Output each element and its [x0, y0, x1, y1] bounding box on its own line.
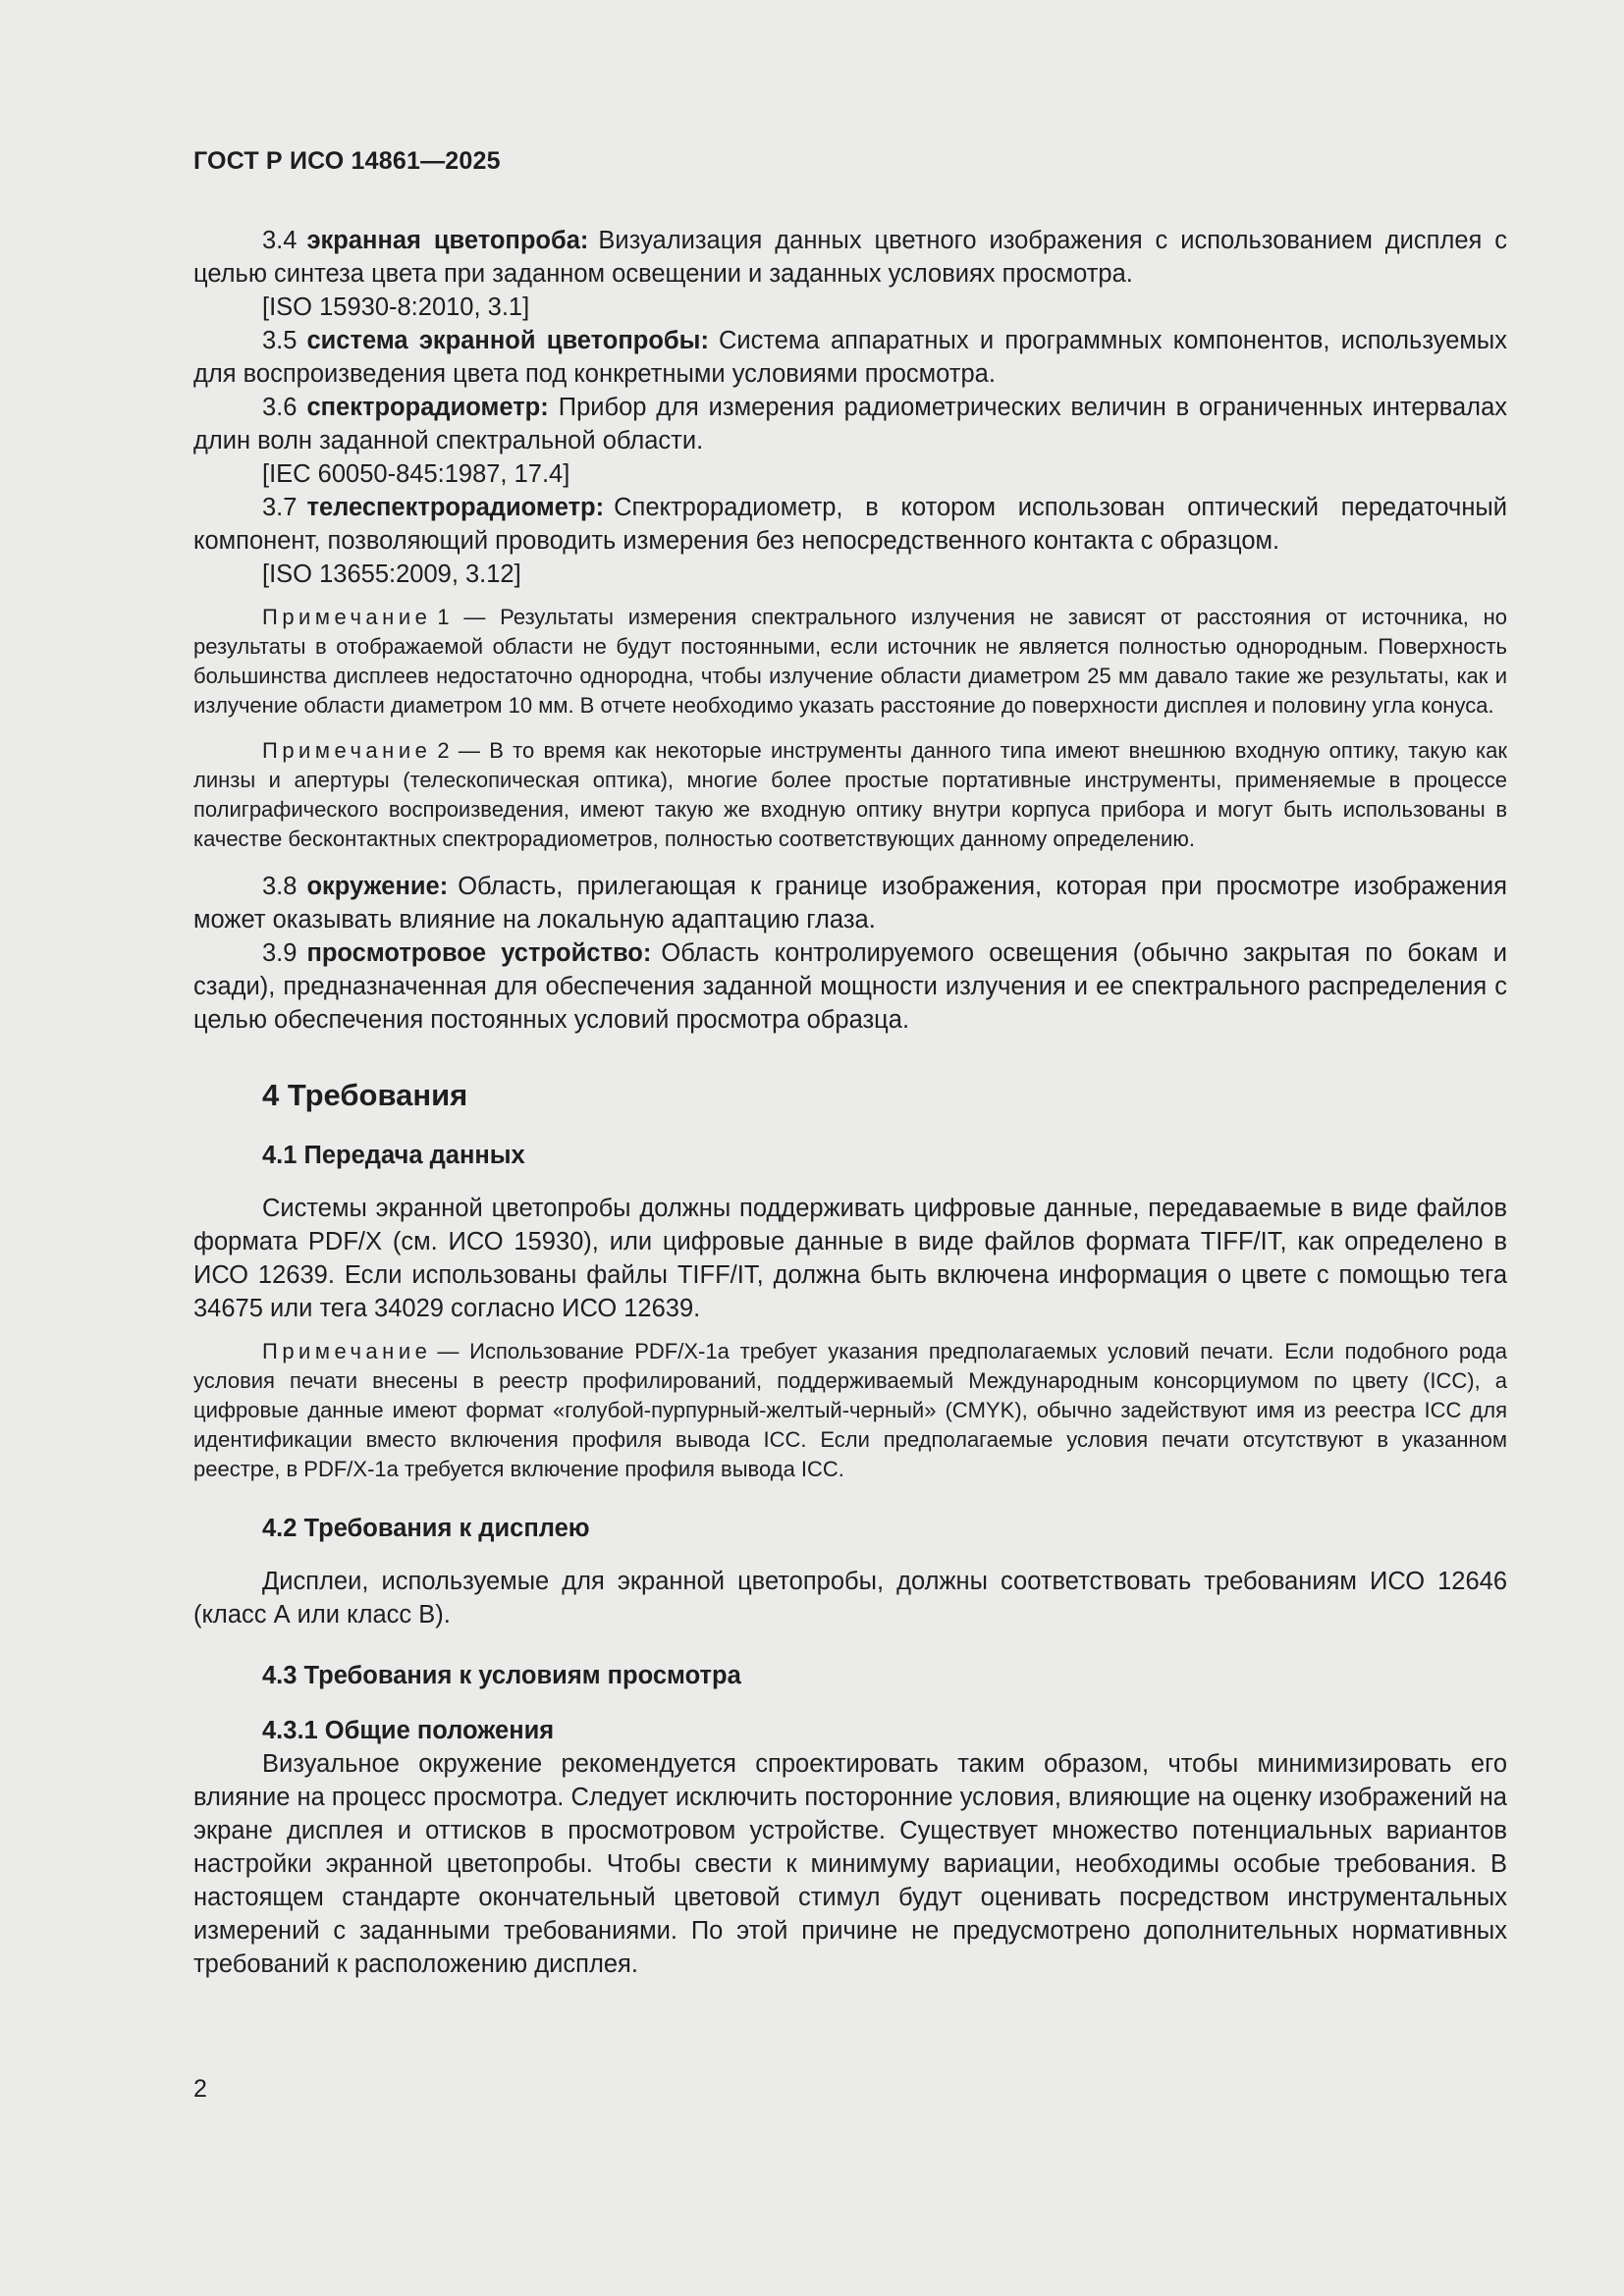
term-definition: Спектрорадиометр, в котором использован оптический передаточный компонент, позволяющий проводить измерения без непосредственного контакта с образцом. [193, 494, 1507, 555]
section-4-2-text: Дисплеи, используемые для экранной цветопробы, должны соответствовать требованиям ИСО 12646 (класс А или класс В). [193, 1568, 1507, 1629]
term-3-5: 3.5 система экранной цветопробы: Система аппаратных и программных компонентов, используемых для воспроизведения цвета под конкретными условиями просмотра. [193, 327, 1507, 388]
section-heading-4-3: 4.3 Требования к условиям просмотра [262, 1662, 741, 1689]
term-name: система экранной цветопробы: [306, 327, 709, 354]
term-name: просмотровое устройство: [306, 939, 652, 967]
term-reference: [ISO 13655:2009, 3.12] [262, 561, 521, 588]
section-heading-4-2: 4.2 Требования к дисплею [262, 1515, 590, 1542]
page-content [193, 224, 1507, 1981]
term-3-6: 3.6 спектрорадиометр: Прибор для измерения радиометрических величин в ограниченных интервалах длин волн заданной спектральной области. [193, 394, 1507, 454]
term-name: телеспектрорадиометр: [306, 494, 605, 521]
term-definition: Система аппаратных и программных компонентов, используемых для воспроизведения цвета под конкретными условиями просмотра. [193, 327, 1507, 388]
term-name: окружение: [306, 873, 449, 900]
section-4-3-1-text: Визуальное окружение рекомендуется спроектировать таким образом, чтобы минимизировать его влияние на процесс просмотра. Следует исключить посторонние условия, влияющие на оценку изображений на экране дисплея и оттисков в просмотровом устройстве. Существует множество потенциальных вариантов настройки экранной цветопробы. Чтобы свести к минимуму вариации, необходимы особые требования. В настоящем стандарте окончательный цветовой стимул будут оценивать посредством инструментальных измерений с заданными требованиями. По этой причине не предусмотрено дополнительных нормативных требований к расположению дисплея. [193, 1750, 1507, 1978]
term-3-9: 3.9 просмотровое устройство: Область контролируемого освещения (обычно закрытая по бокам и сзади), предназначенная для обеспечения заданной мощности излучения и ее спектрального распределения с целью обеспечения постоянных условий просмотра образца. [193, 939, 1507, 1034]
term-name: экранная цветопроба: [306, 227, 589, 254]
term-definition: Визуализация данных цветного изображения с использованием дисплея с целью синтеза цвета при заданном освещении и заданных условиях просмотра. [193, 227, 1507, 288]
term-reference: [ISO 15930-8:2010, 3.1] [262, 294, 530, 321]
note-1: Примечание 1 — Результаты измерения спектрального излучения не зависят от расстояния от источника, но результаты в отображаемой области не будут постоянными, если источник не является полностью однородным. Поверхность большинства дисплеев недостаточно однородна, чтобы излучение области диаметром 25 мм давало такие же результаты, как и излучение области диаметром 10 мм. В отчете необходимо указать расстояние до поверхности дисплея и половину угла конуса. [193, 605, 1507, 718]
section-4-1-text: Системы экранной цветопробы должны поддерживать цифровые данные, передаваемые в виде файлов формата PDF/X (см. ИСО 15930), или цифровые данные в виде файлов формата TIFF/IT, как определено в ИСО 12639. Если использованы файлы TIFF/IT, должна быть включена информация о цвете с помощью тега 34675 или тега 34029 согласно ИСО 12639. [193, 1195, 1507, 1322]
term-reference: [IEC 60050-845:1987, 17.4] [262, 460, 570, 488]
term-3-8: 3.8 окружение: Область, прилегающая к границе изображения, которая при просмотре изображения может оказывать влияние на локальную адаптацию глаза. [193, 873, 1507, 934]
term-definition: Область, прилегающая к границе изображения, которая при просмотре изображения может оказывать влияние на локальную адаптацию глаза. [193, 873, 1507, 934]
document-header: ГОСТ Р ИСО 14861—2025 [193, 147, 501, 175]
note-2: Примечание 2 — В то время как некоторые инструменты данного типа имеют внешнюю входную оптику, такую как линзы и апертуры (телескопическая оптика), многие более простые портативные инструменты, применяемые в процессе полиграфического воспроизведения, имеют такую же входную оптику внутри корпуса прибора и могут быть использованы в качестве бесконтактных спектрорадиометров, полностью соответствующих данному определению. [193, 738, 1507, 851]
page-number: 2 [193, 2075, 207, 2103]
section-heading-4: 4 Требования [262, 1078, 468, 1112]
term-definition: Прибор для измерения радиометрических величин в ограниченных интервалах длин волн заданной спектральной области. [193, 394, 1507, 454]
term-name: спектрорадиометр: [306, 394, 549, 421]
section-heading-4-3-1: 4.3.1 Общие положения [262, 1717, 555, 1744]
section-heading-4-1: 4.1 Передача данных [262, 1142, 525, 1169]
note-4-1: Примечание — Использование PDF/X-1a требует указания предполагаемых условий печати. Если подобного рода условия печати внесены в реестр профилирований, поддерживаемый Международным консорциумом по цвету (ICC), а цифровые данные имеют формат «голубой-пурпурный-желтый-черный» (CMYK), обычно задействуют имя из реестра ICC для идентификации вместо включения профиля вывода ICC. Если предполагаемые условия печати отсутствуют в указанном реестре, в PDF/X-1a требуется включение профиля вывода ICC. [193, 1339, 1507, 1481]
term-3-7: 3.7 телеспектрорадиометр: Спектрорадиометр, в котором использован оптический передаточный компонент, позволяющий проводить измерения без непосредственного контакта с образцом. [193, 494, 1507, 555]
term-definition: Область контролируемого освещения (обычно закрытая по бокам и сзади), предназначенная для обеспечения заданной мощности излучения и ее спектрального распределения с целью обеспечения постоянных условий просмотра образца. [193, 939, 1507, 1034]
term-3-4: 3.4 экранная цветопроба: Визуализация данных цветного изображения с использованием дисплея с целью синтеза цвета при заданном освещении и заданных условиях просмотра. [193, 227, 1507, 288]
